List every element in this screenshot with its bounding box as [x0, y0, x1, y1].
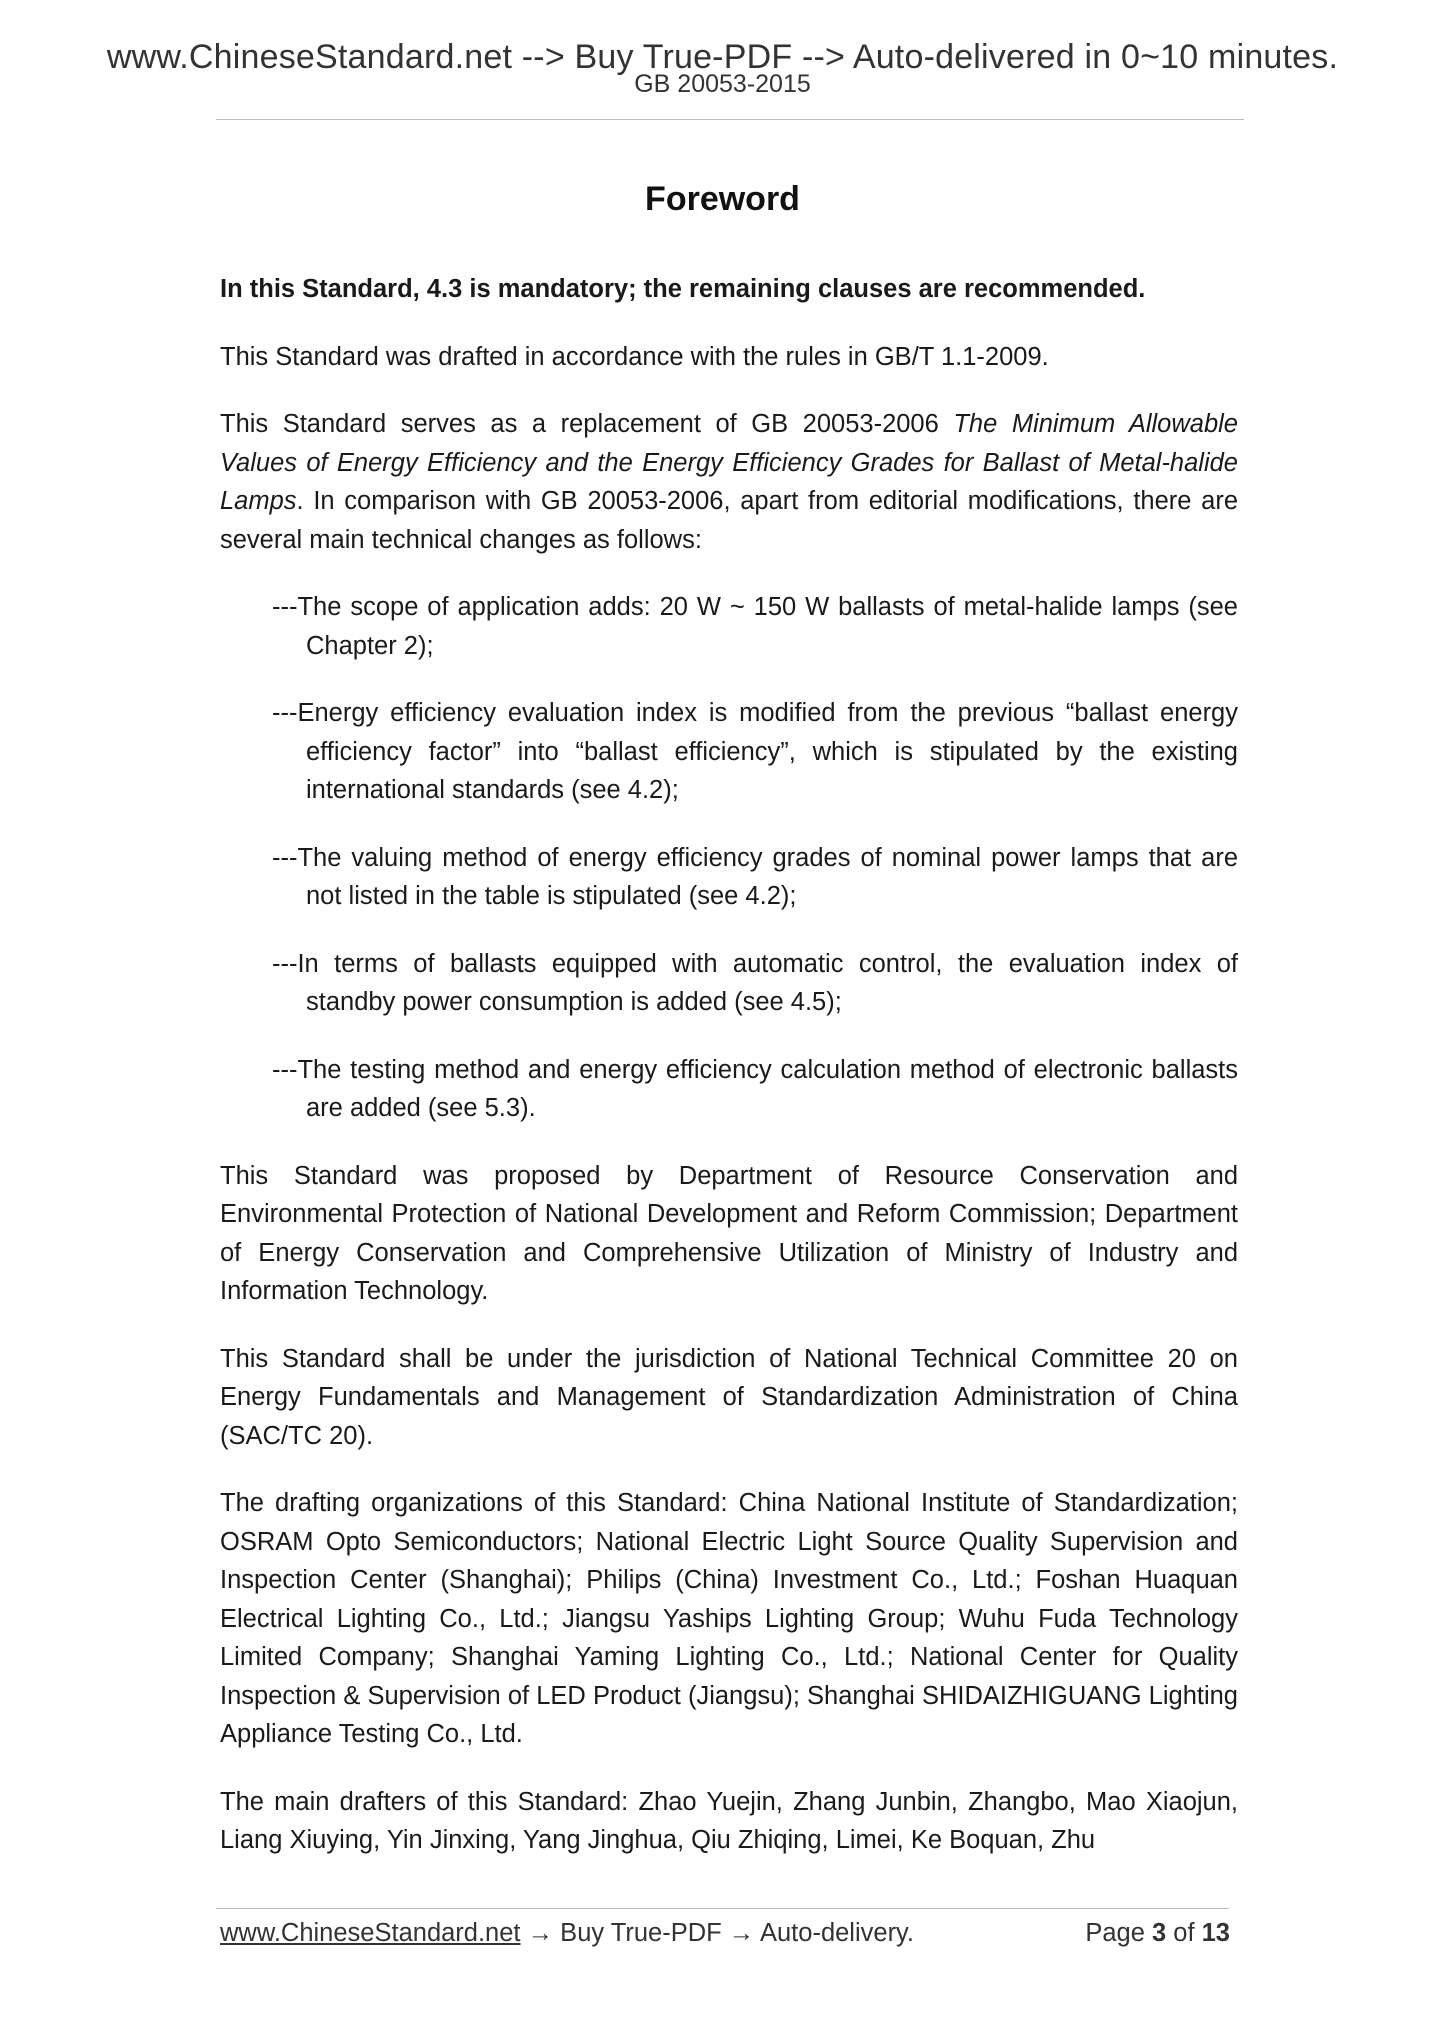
change-item: ---The valuing method of energy efficiency grades of nominal power lamps that are not listed in the table is stipulated (see 4.2);: [272, 843, 1238, 910]
main-drafters-paragraph: The main drafters of this Standard: Zhao Yuejin, Zhang Junbin, Zhangbo, Mao Xiaojun, Liang Xiuying, Yin Jinxing, Yang Jinghua, Qiu Zhiqing, Limei, Ke Boquan, Zhu: [220, 1787, 1238, 1854]
of-label: of: [1166, 1919, 1202, 1947]
page-footer: [220, 1919, 1230, 1959]
page-number: [1085, 1919, 1230, 1948]
proposer-paragraph: This Standard was proposed by Department of Resource Conservation and Environmental Protection of National Development and Reform Commission; Department of Energy Conservation and Comprehensive Utilization of Ministry of Industry and Information Technology.: [220, 1161, 1238, 1305]
change-item: ---Energy efficiency evaluation index is modified from the previous “ballast energy efficiency factor” into “ballast efficiency”, which is stipulated by the existing international standards (see 4.2);: [272, 699, 1238, 804]
drafting-rules-paragraph: This Standard was drafted in accordance with the rules in GB/T 1.1-2009.: [220, 342, 1049, 371]
change-item: ---The scope of application adds: 20 W ~ 150 W ballasts of metal-halide lamps (see Chapter 2);: [272, 593, 1238, 660]
change-item: ---In terms of ballasts equipped with automatic control, the evaluation index of standby power consumption is added (see 4.5);: [272, 949, 1238, 1016]
change-item: ---The testing method and energy efficiency calculation method of electronic ballasts are added (see 5.3).: [272, 1055, 1238, 1122]
current-page: 3: [1152, 1919, 1167, 1947]
jurisdiction-paragraph: This Standard shall be under the jurisdiction of National Technical Committee 20 on Energy Fundamentals and Management of Standardization Administration of China (SAC/TC 20).: [220, 1344, 1238, 1450]
drafting-organizations-paragraph: The drafting organizations of this Standard: China National Institute of Standardization; OSRAM Opto Semiconductors; National Electric Light Source Quality Supervision and Inspection Center (Shanghai); Philips (China) Investment Co., Ltd.; Foshan Huaquan Electrical Lighting Co., Ltd.; Jiangsu Yaships Lighting Group; Wuhu Fuda Technology Limited Company; Shanghai Yaming Lighting Co., Ltd.; National Center for Quality Inspection & Supervision of LED Product (Jiangsu); Shanghai SHIDAIZHIGUANG Lighting Appliance Testing Co., Ltd.: [220, 1489, 1238, 1748]
footer-site-link[interactable]: www.ChineseStandard.net: [220, 1919, 521, 1947]
top-banner: www.ChineseStandard.net --> Buy True-PDF --> Auto-delivered in 0~10 minutes.: [106, 38, 1339, 76]
replacement-paragraph: [220, 405, 1238, 559]
document-code: GB 20053-2015: [634, 70, 811, 98]
header-divider: [216, 119, 1244, 120]
mandatory-clause-statement: In this Standard, 4.3 is mandatory; the remaining clauses are recommended.: [220, 275, 1146, 303]
replacement-text-start: This Standard serves as a replacement of GB 20053-2006: [220, 410, 954, 438]
footer-promo: [220, 1919, 914, 1948]
footer-divider: [216, 1908, 1229, 1909]
total-pages: 13: [1201, 1919, 1230, 1947]
page-title: Foreword: [645, 180, 800, 218]
replaced-standard-title: The Minimum Allowable Values of Energy Efficiency and the Energy Efficiency Grades for Ballast of Metal-halide Lamps: [220, 410, 1238, 515]
page-label: Page: [1085, 1919, 1152, 1947]
replacement-text-end: . In comparison with GB 20053-2006, apart from editorial modifications, there are several main technical changes as follows:: [220, 487, 1238, 554]
foreword-body: [220, 270, 1238, 1889]
footer-tagline: → Buy True-PDF → Auto-delivery.: [520, 1919, 914, 1947]
